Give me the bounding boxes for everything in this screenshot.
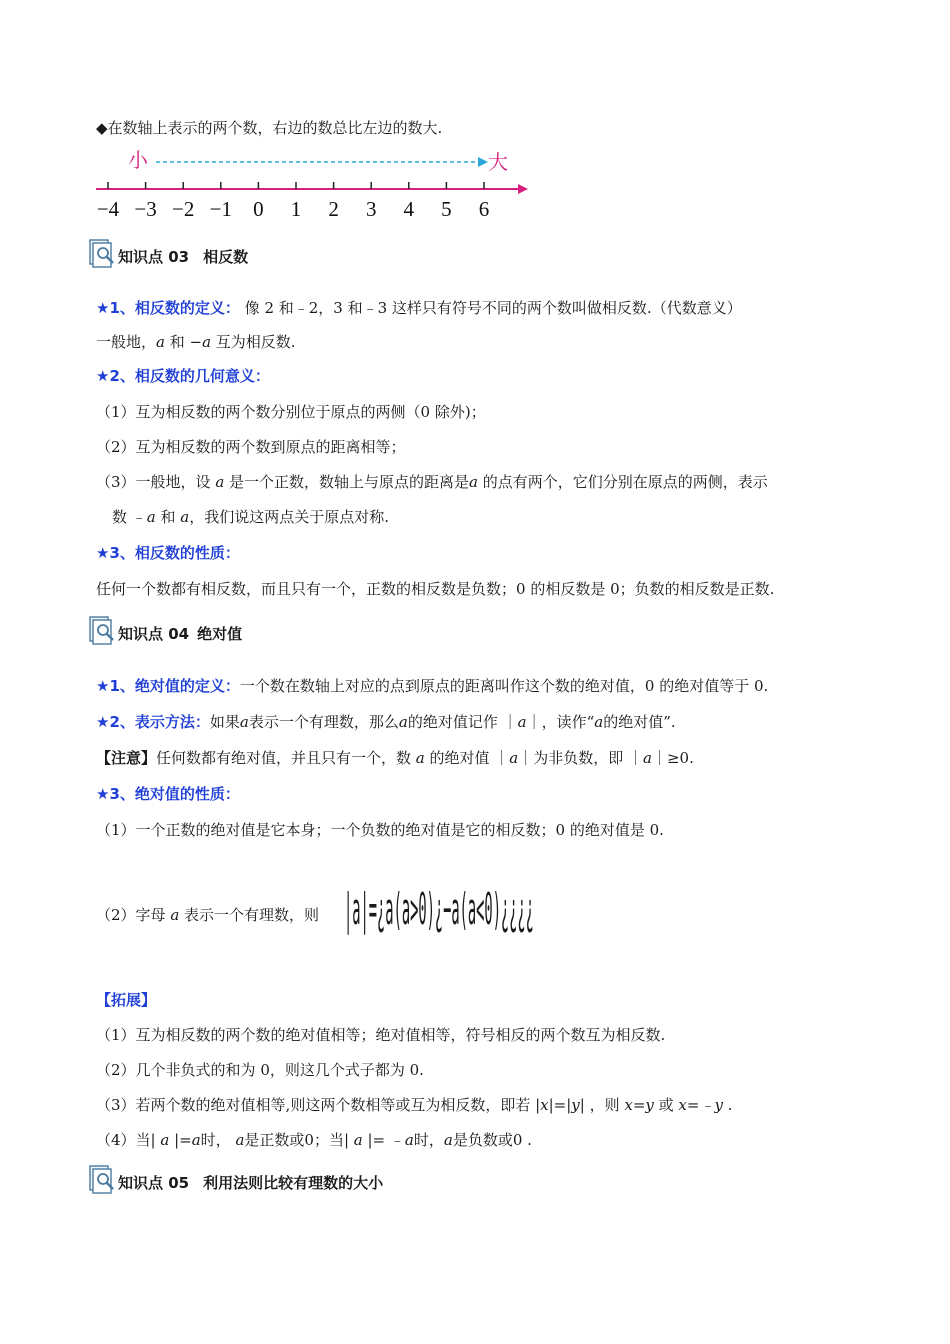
section-number: 知识点 04 <box>118 625 190 643</box>
var-a: a <box>415 749 425 767</box>
var-a: a <box>170 906 180 924</box>
text: （2）几个非负式的和为 0，则这几个式子都为 0. <box>96 1061 424 1079</box>
opposite-property-label <box>96 543 240 563</box>
var-a: a <box>509 749 519 767</box>
geometry-item-3-cont <box>112 507 389 527</box>
text: 的绝对值 ｜ <box>424 749 510 767</box>
var-a: a <box>443 1131 453 1149</box>
var-a: a <box>594 713 604 731</box>
text: 是一个正数，数轴上与原点的距离是 <box>224 473 470 491</box>
axis-arrow-head <box>518 184 528 194</box>
extension-item-1 <box>96 1025 665 1045</box>
text: 和 <box>164 333 190 351</box>
var-a: a <box>156 333 165 351</box>
text: 和 <box>155 508 181 526</box>
absolute-notation <box>96 712 676 732</box>
formula-graphic <box>344 866 544 946</box>
text: ｜≥0. <box>651 749 694 767</box>
text: . <box>722 1096 733 1114</box>
absolute-definition <box>96 676 768 696</box>
var-a: a <box>180 508 190 526</box>
absolute-property-1 <box>96 820 664 840</box>
text: 是正数或0；当| <box>244 1131 354 1149</box>
var-a: a <box>239 713 249 731</box>
text: ｜为非负数，即 ｜ <box>518 749 644 767</box>
statement-text: ◆在数轴上表示的两个数，右边的数总比左边的数大. <box>96 119 443 137</box>
geometry-item-3 <box>96 472 768 492</box>
geometry-item-2 <box>96 437 406 457</box>
label: 【拓展】 <box>96 991 157 1009</box>
text: 的绝对值”. <box>603 713 676 731</box>
var-a: a <box>191 1131 201 1149</box>
text: （2）字母 <box>96 906 171 924</box>
magnifier-document-icon <box>88 1164 116 1194</box>
geometry-label: ★2、相反数的几何意义： <box>96 367 270 385</box>
section-header-04 <box>88 615 256 645</box>
axis-tick-label: 5 <box>441 197 452 221</box>
opposite-general <box>96 332 296 352</box>
text: 互为相反数. <box>211 333 296 351</box>
var-a: a <box>398 713 408 731</box>
extension-label <box>96 990 156 1010</box>
var-neg-a: −a <box>189 333 212 351</box>
text: 表示一个有理数，那么 <box>248 713 399 731</box>
note-label: 【注意】 <box>96 749 157 767</box>
number-line-statement <box>96 118 442 138</box>
axis-tick-label: 4 <box>403 197 415 221</box>
big-label: 大 <box>488 150 508 174</box>
text: 或 <box>653 1096 679 1114</box>
text: 数 ﹣ <box>112 508 147 526</box>
section-number: 知识点 05 <box>118 1174 190 1192</box>
var-a: a <box>353 1131 363 1149</box>
geometry-item-1 <box>96 402 486 422</box>
text: |= <box>169 1131 192 1149</box>
extension-item-3 <box>96 1095 732 1115</box>
text: （1）一个正数的绝对值是它本身；一个负数的绝对值是它的相反数；0 的绝对值是 0. <box>96 821 664 839</box>
var-a: a <box>517 713 527 731</box>
var-a: a <box>643 749 652 767</box>
absolute-property-label <box>96 784 240 804</box>
absolute-value-formula <box>344 866 544 950</box>
axis-tick-label: −2 <box>172 197 195 221</box>
text: ，则 <box>584 1096 625 1114</box>
direction-arrow-head <box>478 157 488 167</box>
definition-text: 一个数在数轴上对应的点到原点的距离叫作这个数的绝对值，0 的绝对值等于 0. <box>239 677 769 695</box>
text: ｜，读作“ <box>526 713 595 731</box>
section-title <box>118 1174 397 1194</box>
number-line-figure <box>90 145 540 223</box>
section-name: 利用法则比较有理数的大小 <box>203 1174 384 1192</box>
section-title <box>118 625 256 645</box>
axis-tick-label: −4 <box>96 197 120 221</box>
var-a: a <box>215 473 225 491</box>
definition-label: ★1、绝对值的定义： <box>96 677 240 695</box>
section-title <box>118 248 262 268</box>
section-header-03 <box>88 238 262 268</box>
math: x=y <box>624 1096 654 1114</box>
text: 任何数都有绝对值，并且只有一个，数 <box>156 749 416 767</box>
text: 的点有两个，它们分别在原点的两侧，表示 <box>478 473 768 491</box>
var-a: a <box>160 1131 170 1149</box>
text: 如果 <box>209 713 240 731</box>
math: x=﹣y <box>678 1096 723 1114</box>
absolute-property-2 <box>96 905 319 925</box>
axis-ticks <box>97 182 489 221</box>
text: 的绝对值记作 ｜ <box>407 713 518 731</box>
axis-tick-label: −1 <box>209 197 232 221</box>
text: 一般地， <box>96 333 157 351</box>
math: |x|=|y| <box>535 1096 585 1114</box>
section-name: 绝对值 <box>197 625 243 643</box>
var-a: a <box>235 1131 245 1149</box>
text: （4）当| <box>96 1131 161 1149</box>
property-label: ★3、相反数的性质： <box>96 544 240 562</box>
text: （2）互为相反数的两个数到原点的距离相等； <box>96 438 406 456</box>
extension-item-2 <box>96 1060 424 1080</box>
text: |= ﹣ <box>362 1131 405 1149</box>
text: （1）互为相反数的两个数分别位于原点的两侧（0 除外)； <box>96 403 486 421</box>
text: 任何一个数都有相反数，而且只有一个，正数的相反数是负数；0 的相反数是 0；负数的相反数是正数. <box>96 580 775 598</box>
magnifier-document-icon <box>88 615 116 645</box>
property-label: ★3、绝对值的性质： <box>96 785 240 803</box>
text: ，我们说这两点关于原点对称. <box>189 508 390 526</box>
section-header-05 <box>88 1164 397 1194</box>
text: 是负数或0 . <box>452 1131 532 1149</box>
notation-label: ★2、表示方法： <box>96 713 210 731</box>
section-number: 知识点 03 <box>118 248 190 266</box>
extension-item-4 <box>96 1130 532 1150</box>
definition-label: ★1、相反数的定义： <box>96 299 240 317</box>
absolute-note <box>96 748 694 768</box>
text: （1）互为相反数的两个数的绝对值相等；绝对值相等，符号相反的两个数互为相反数. <box>96 1026 666 1044</box>
axis-tick-label: 6 <box>478 197 490 221</box>
opposite-definition <box>96 298 742 318</box>
magnifier-document-icon <box>88 238 116 268</box>
definition-text: 像 2 和﹣2，3 和﹣3 这样只有符号不同的两个数叫做相反数.（代数意义） <box>244 299 742 317</box>
opposite-property-text <box>96 579 774 599</box>
opposite-geometry-label <box>96 366 270 386</box>
axis-tick-label: 0 <box>253 197 264 221</box>
text: 时， <box>413 1131 444 1149</box>
var-a: a <box>469 473 478 491</box>
axis-tick-label: 1 <box>290 197 302 221</box>
text: （3）一般地，设 <box>96 473 216 491</box>
section-name: 相反数 <box>203 248 249 266</box>
text: （3）若两个数的绝对值相等,则这两个数相等或互为相反数，即若 <box>96 1096 536 1114</box>
var-a: a <box>146 508 156 526</box>
formula-text: |a|=¿a(a>0)¿−a(a<0)¿¿¿¿ <box>344 884 534 935</box>
axis-tick-label: 3 <box>365 197 377 221</box>
var-a: a <box>404 1131 414 1149</box>
text: 时， <box>200 1131 236 1149</box>
text: 表示一个有理数，则 <box>179 906 320 924</box>
axis-tick-label: −3 <box>134 197 157 221</box>
axis-tick-label: 2 <box>328 197 339 221</box>
small-label: 小 <box>128 148 148 172</box>
